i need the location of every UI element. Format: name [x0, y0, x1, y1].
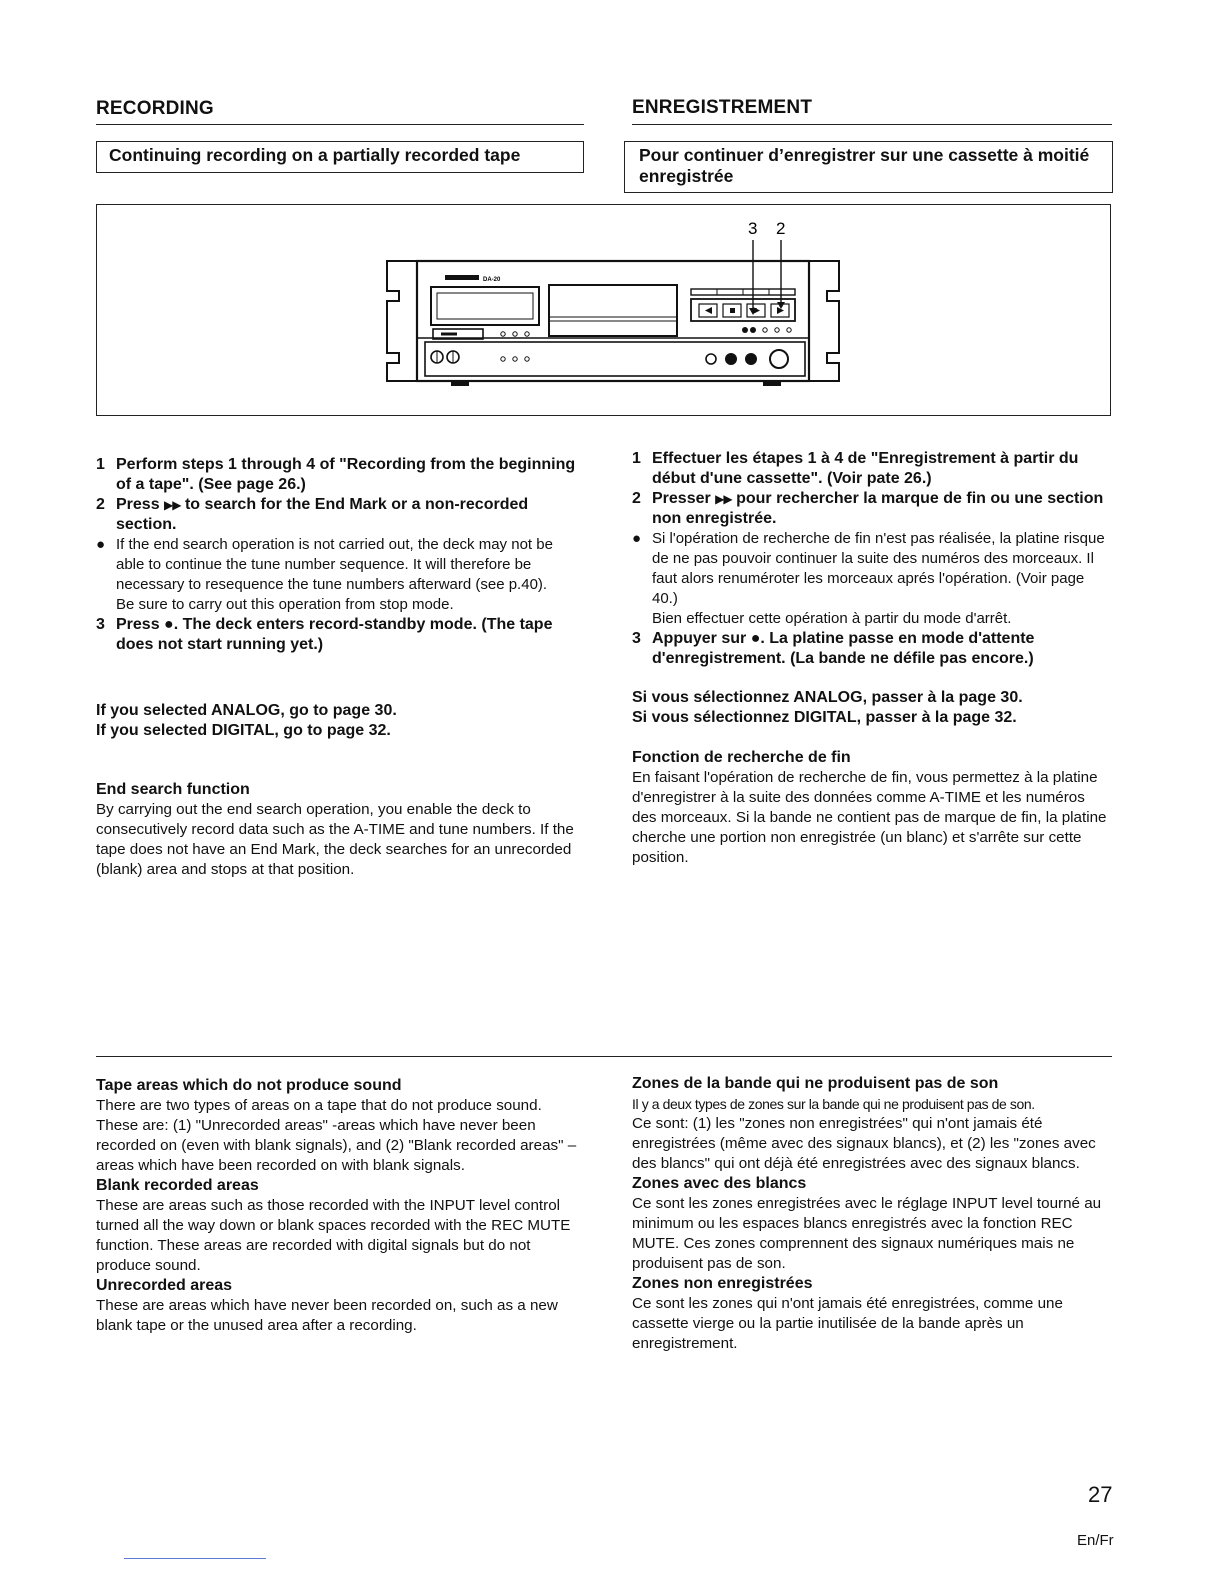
blank-title-en: Blank recorded areas [96, 1177, 259, 1194]
deck-illustration [97, 205, 1109, 415]
fast-forward-icon: ▶▶ [715, 492, 732, 506]
bullet-note-fr: Bien effectuer cette opération à partir du mode d'arrêt. [652, 610, 1012, 627]
unrec-text-fr: Ce sont les zones qui n'ont jamais été enregistrées, comme une cassette vierge ou la partie inutilisée de la bande après un enregistrement. [632, 1295, 1063, 1352]
step-3-fr [632, 629, 1112, 669]
step-number: 2 [96, 496, 105, 513]
step-number: 1 [632, 450, 641, 467]
areas-title-en: Tape areas which do not produce sound [96, 1077, 402, 1094]
step-number: 3 [632, 630, 641, 647]
footer-link-rule [124, 1558, 266, 1559]
analog-line-fr: Si vous sélectionnez ANALOG, passer à la page 30. [632, 689, 1023, 706]
digital-line-en: If you selected DIGITAL, go to page 32. [96, 722, 391, 739]
callout-2: 2 [776, 219, 786, 238]
tape-areas-en [96, 1076, 580, 1336]
step-text: Appuyer sur ●. La platine passe en mode d'attente d'enregistrement. (La bande ne défile pas encore.) [652, 630, 1035, 667]
steps-fr [632, 449, 1112, 669]
digital-line-fr: Si vous sélectionnez DIGITAL, passer à la page 32. [632, 709, 1017, 726]
fast-forward-icon: ▶▶ [164, 498, 181, 512]
unrec-text-en: These are areas which have never been recorded on, such as a new blank tape or the unused area after a recording. [96, 1297, 558, 1334]
step-2-en [96, 495, 580, 535]
goto-fr [632, 688, 1112, 728]
language-label: En/Fr [1077, 1532, 1114, 1549]
section-divider [96, 1056, 1112, 1057]
page-number: 27 [1088, 1482, 1113, 1507]
steps-en [96, 455, 580, 655]
step-text: Press ▶▶ to search for the End Mark or a non-recorded section. [116, 496, 529, 533]
section-title-fr: ENREGISTREMENT [632, 97, 813, 118]
bullet-note-en: Be sure to carry out this operation from stop mode. [116, 596, 454, 613]
header-rule-fr [632, 124, 1112, 125]
step-3-en [96, 615, 580, 655]
step-number: 1 [96, 456, 105, 473]
blank-text-en: These are areas such as those recorded with the INPUT level control turned all the way down or blank spaces recorded with the REC MUTE function. These areas are recorded with digital signals but do not produce sound. [96, 1197, 571, 1274]
step-number: 2 [632, 490, 641, 507]
callout-3: 3 [748, 219, 758, 238]
areas-text2-fr: Ce sont: (1) les "zones non enregistrées" qui n'ont jamais été enregistrées (même avec des signaux blancs), et (2) les "zones avec des blancs" qui ont déjà été enregistrées avec des signaux blancs. [632, 1115, 1096, 1172]
tape-areas-fr [632, 1074, 1112, 1354]
areas-text1-fr: Il y a deux types de zones sur la bande qui ne produisent pas de son. [632, 1096, 1035, 1112]
unrec-title-en: Unrecorded areas [96, 1277, 233, 1294]
areas-text2-en: These are: (1) "Unrecorded areas" -areas which have never been recorded on (even with blank signals), and (2) "Blank recorded areas" – areas which have been recorded on with blank signals. [96, 1117, 577, 1174]
bullet-fr: ● Si l'opération de recherche de fin n'est pas réalisée, la platine risque de ne pas pouvoir continuer la suite des numéros des morceaux. Il faut alors renuméroter les morceaux aprés l'opération. (Voir page 40.) [632, 530, 1105, 607]
record-icon: ● [164, 616, 174, 633]
bullet-dot-icon: ● [96, 536, 106, 553]
end-search-title-fr: Fonction de recherche de fin [632, 749, 851, 766]
record-icon: ● [750, 630, 761, 647]
blank-title-fr: Zones avec des blancs [632, 1175, 807, 1192]
model-label: DA-20 [483, 277, 501, 283]
step-number: 3 [96, 616, 105, 633]
end-search-text-fr: En faisant l'opération de recherche de fin, vous permettez à la platine d'enregistrer à la suite des données comme A-TIME et les numéros des morceaux. Si la bande ne contient pas de marque de fin, la platine cherche une portion non enregistrée (un blanc) et s'arrête sur cette position. [632, 769, 1107, 866]
step-1-fr [632, 449, 1112, 489]
header-rule-en [96, 124, 584, 125]
areas-title-fr: Zones de la bande qui ne produisent pas de son [632, 1075, 999, 1092]
goto-en [96, 701, 580, 741]
step-text: Press ●. The deck enters record-standby mode. (The tape does not start running yet.) [116, 616, 553, 653]
end-search-text-en: By carrying out the end search operation, you enable the deck to consecutively record data such as the A-TIME and tune numbers. If the tape does not have an End Mark, the deck searches for an unrecorded (blank) area and stops at that position. [96, 801, 574, 878]
step-2-fr [632, 489, 1112, 529]
end-search-title-en: End search function [96, 781, 250, 798]
deck-figure [96, 204, 1111, 416]
end-search-en [96, 780, 580, 880]
step-text: Perform steps 1 through 4 of "Recording from the beginning of a tape". (See page 26.) [116, 456, 576, 493]
analog-line-en: If you selected ANALOG, go to page 30. [96, 702, 397, 719]
section-title-en: RECORDING [96, 98, 214, 119]
box-title-en: Continuing recording on a partially recorded tape [96, 141, 584, 173]
step-1-en [96, 455, 580, 495]
box-title-fr: Pour continuer d’enregistrer sur une cassette à moitié enregistrée [624, 141, 1113, 193]
step-text: Effectuer les étapes 1 à 4 de "Enregistrement à partir du début d'une cassette". (Voir pate 26.) [652, 450, 1079, 487]
end-search-fr [632, 748, 1112, 868]
blank-text-fr: Ce sont les zones enregistrées avec le réglage INPUT level tourné au minimum ou les espaces blancs enregistrés avec la fonction REC MUTE. Ces zones comprennent des signaux numériques mais ne produisent pas de son. [632, 1195, 1102, 1272]
unrec-title-fr: Zones non enregistrées [632, 1275, 813, 1292]
areas-text1-en: There are two types of areas on a tape that do not produce sound. [96, 1097, 542, 1114]
bullet-en: ● If the end search operation is not carried out, the deck may not be able to continue the tune number sequence. It will therefore be necessary to resequence the tune numbers afterward (see p.40). [96, 536, 553, 593]
step-text: Presser ▶▶ pour rechercher la marque de fin ou une section non enregistrée. [652, 490, 1104, 527]
bullet-dot-icon: ● [632, 530, 642, 547]
